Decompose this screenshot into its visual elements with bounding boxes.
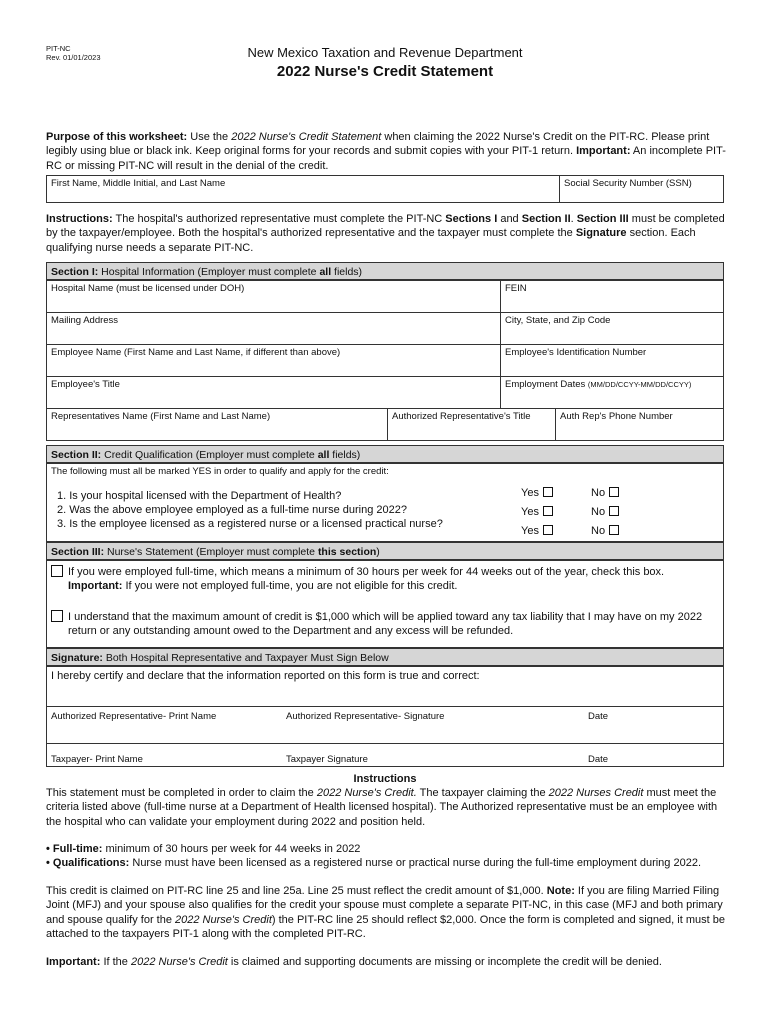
form-code: PIT-NC bbox=[46, 44, 71, 53]
revision-date: Rev. 01/01/2023 bbox=[46, 53, 101, 62]
taxpayer-date-label: Date bbox=[588, 754, 609, 765]
purpose-text-1: Use the bbox=[187, 131, 232, 143]
section-2-title-end: fields) bbox=[329, 449, 361, 461]
bullet-qualifications bbox=[46, 856, 726, 870]
section-3-header bbox=[46, 542, 724, 560]
rep-phone-label: Auth Rep's Phone Number bbox=[560, 411, 673, 422]
mailing-address-label: Mailing Address bbox=[51, 315, 119, 326]
rep-name-field[interactable] bbox=[46, 408, 388, 441]
max-credit-checkbox[interactable] bbox=[51, 610, 63, 622]
employee-title-field[interactable] bbox=[46, 376, 501, 409]
section-3-title-end: ) bbox=[376, 546, 380, 558]
ssn-field[interactable] bbox=[559, 175, 724, 203]
section-3-label: Section III: bbox=[51, 546, 105, 558]
q3-no-label: No bbox=[591, 525, 606, 537]
section-1-header bbox=[46, 262, 724, 280]
q1-no-label: No bbox=[591, 487, 606, 499]
instructions-p1-a: This statement must be completed in order to claim the bbox=[46, 787, 317, 799]
full-time-important-text: If you were not employed full-time, you are not eligible for this credit. bbox=[122, 580, 458, 593]
rep-print-name-field[interactable] bbox=[51, 711, 216, 722]
instructions-label: Instructions: bbox=[46, 213, 113, 225]
page-title: 2022 Nurse's Credit Statement bbox=[276, 63, 494, 80]
q2-no-option[interactable] bbox=[591, 505, 619, 519]
employee-id-field[interactable] bbox=[500, 344, 724, 377]
instructions-p3-italic: 2022 Nurse's Credit bbox=[130, 956, 228, 968]
q1-yes-checkbox[interactable] bbox=[543, 487, 553, 497]
employee-name-label: Employee Name (First Name and Last Name, if different than above) bbox=[51, 347, 341, 358]
max-credit-statement: I understand that the maximum amount of credit is $1,000 which will be applied toward any tax liability that I may have on my 2022 return or any outstanding amount owed to the Department and any excess will be refunded. bbox=[68, 611, 703, 638]
section-1-title-end: fields) bbox=[331, 266, 363, 278]
instructions-p1-italic: 2022 Nurse's Credit. bbox=[316, 787, 417, 799]
full-time-text: If you were employed full-time, which means a minimum of 30 hours per week for 44 weeks out of the year, check this box. bbox=[68, 566, 665, 578]
rep-title-field[interactable] bbox=[387, 408, 556, 441]
section-2-note: The following must all be marked YES in order to qualify and apply for the credit: bbox=[51, 466, 389, 477]
section-3-title-bold: this section bbox=[317, 546, 377, 558]
employee-title-label: Employee's Title bbox=[51, 379, 120, 390]
taxpayer-signature-row bbox=[46, 743, 724, 767]
taxpayer-signature-label: Taxpayer Signature bbox=[286, 754, 368, 765]
section-2-title-all: all bbox=[317, 449, 330, 461]
q1-no-checkbox[interactable] bbox=[609, 487, 619, 497]
instructions-p2-c: ) the PIT-RC line 25 should reflect $2,000. Once the form is completed and signed, it must be attached to the taxpayers PIT-1 along with the completed PIT-RC. bbox=[46, 913, 725, 940]
section-2-header bbox=[46, 445, 724, 463]
purpose-important-label: Important: bbox=[576, 145, 631, 158]
q3-no-option[interactable] bbox=[591, 524, 619, 538]
q3-no-checkbox[interactable] bbox=[609, 525, 619, 535]
q2-no-label: No bbox=[591, 506, 606, 518]
q2-no-checkbox[interactable] bbox=[609, 506, 619, 516]
signature-title: Both Hospital Representative and Taxpayer Must Sign Below bbox=[102, 652, 389, 664]
rep-phone-field[interactable] bbox=[555, 408, 724, 441]
section-1-label: Section I: bbox=[51, 266, 99, 278]
bullet-full-time-label: • Full-time: bbox=[46, 843, 103, 855]
q1-yes-option[interactable] bbox=[521, 486, 553, 500]
section-3-title: Nurse's Statement (Employer must complete bbox=[104, 546, 318, 558]
city-state-zip-label: City, State, and Zip Code bbox=[505, 315, 611, 326]
taxpayer-print-name-field[interactable] bbox=[51, 754, 143, 765]
taxpayer-name-label: First Name, Middle Initial, and Last Name bbox=[51, 178, 226, 189]
instructions-text-1: The hospital's authorized representative must complete the PIT-NC bbox=[112, 213, 446, 225]
instructions-section-3: Section III bbox=[576, 213, 629, 225]
city-state-zip-field[interactable] bbox=[500, 312, 724, 345]
instructions-section-1: Sections I bbox=[445, 213, 498, 225]
question-3: 3. Is the employee licensed as a registered nurse or a licensed practical nurse? bbox=[57, 518, 443, 530]
instructions-text-5: section. Each qualifying nurse needs a separate PIT-NC. bbox=[46, 227, 696, 254]
instructions-heading: Instructions bbox=[353, 773, 417, 785]
q2-yes-checkbox[interactable] bbox=[543, 506, 553, 516]
bullet-full-time bbox=[46, 842, 726, 856]
instructions-p1-b: The taxpayer claiming the bbox=[416, 787, 549, 799]
employment-dates-field[interactable] bbox=[500, 376, 724, 409]
instructions-p2-note: Note: bbox=[546, 885, 575, 897]
section-2-title: Credit Qualification (Employer must complete bbox=[101, 449, 318, 461]
rep-print-name-label: Authorized Representative- Print Name bbox=[51, 711, 217, 722]
instructions-p2-b: If you are filing Married Filing Joint (MFJ) and your spouse also qualifies for the credit your spouse must complete a separate PIT-NC, in this case (MFJ and both primary and spouse qualify for the bbox=[46, 885, 723, 926]
instructions-p2 bbox=[46, 884, 726, 941]
department-name: New Mexico Taxation and Revenue Department bbox=[247, 45, 523, 60]
section-2-label: Section II: bbox=[51, 449, 102, 461]
full-time-statement bbox=[68, 565, 718, 594]
q3-yes-label: Yes bbox=[521, 525, 539, 537]
question-2: 2. Was the above employee employed as a full-time nurse during 2022? bbox=[57, 504, 407, 516]
fein-field[interactable] bbox=[500, 280, 724, 313]
q2-yes-option[interactable] bbox=[521, 505, 553, 519]
instructions-p2-italic: 2022 Nurse's Credit bbox=[175, 913, 272, 926]
employee-name-field[interactable] bbox=[46, 344, 501, 377]
instructions-p1-italic-2: 2022 Nurses Credit bbox=[548, 787, 644, 799]
instructions-text-3: . bbox=[570, 213, 577, 225]
instructions-paragraph bbox=[46, 212, 726, 255]
bullet-qualifications-label: • Qualifications: bbox=[46, 857, 130, 869]
q2-yes-label: Yes bbox=[521, 506, 539, 518]
ssn-label: Social Security Number (SSN) bbox=[564, 178, 692, 189]
rep-signature-field[interactable] bbox=[286, 711, 444, 722]
instructions-text-4: must be completed by the taxpayer/employee. Both the hospital's authorized representative and the taxpayer must complete the bbox=[46, 213, 725, 240]
instructions-signature: Signature bbox=[575, 227, 627, 240]
instructions-p3-a: If the bbox=[100, 956, 131, 968]
q3-yes-checkbox[interactable] bbox=[543, 525, 553, 535]
section-1-title-all: all bbox=[319, 266, 332, 278]
bullet-qualifications-text: Nurse must have been licensed as a registered nurse or practical nurse during the full-time employment during 2022. bbox=[129, 857, 702, 869]
rep-date-field[interactable] bbox=[588, 711, 608, 722]
instructions-section-2: Section II bbox=[521, 213, 571, 225]
hospital-name-field[interactable] bbox=[46, 280, 501, 313]
mailing-address-field[interactable] bbox=[46, 312, 501, 345]
full-time-important-label: Important: bbox=[68, 580, 123, 593]
signature-header bbox=[46, 648, 724, 666]
instructions-p1-c: must meet the criteria listed above (full-time nurse at a Department of Health licensed hospital). The Authorized representative must be an employee with the hospital who can validate your employment during 2022 and position held. bbox=[46, 787, 718, 828]
taxpayer-signature-field[interactable] bbox=[286, 754, 368, 765]
instructions-p3 bbox=[46, 955, 726, 969]
certify-statement: I hereby certify and declare that the information reported on this form is true and correct: bbox=[51, 670, 480, 682]
rep-signature-label: Authorized Representative- Signature bbox=[286, 711, 445, 722]
fein-label: FEIN bbox=[505, 283, 527, 294]
purpose-text-italic: 2022 Nurse's Credit Statement bbox=[231, 131, 382, 143]
hospital-name-label: Hospital Name (must be licensed under DOH) bbox=[51, 283, 245, 294]
instructions-text-2: and bbox=[497, 213, 522, 225]
employment-dates-format: (MM/DD/CCYY-MM/DD/CCYY) bbox=[587, 380, 692, 389]
signature-label: Signature: bbox=[51, 652, 103, 664]
taxpayer-name-field[interactable] bbox=[46, 175, 560, 203]
taxpayer-date-field[interactable] bbox=[588, 754, 608, 765]
employment-dates-label: Employment Dates bbox=[505, 379, 586, 390]
purpose-text-3: An incomplete PIT-RC or missing PIT-NC will result in the denial of the credit. bbox=[46, 145, 726, 172]
employee-id-label: Employee's Identification Number bbox=[505, 347, 647, 358]
bullet-full-time-text: minimum of 30 hours per week for 44 weeks in 2022 bbox=[102, 843, 361, 855]
purpose-label: Purpose of this worksheet: bbox=[46, 131, 188, 143]
full-time-checkbox[interactable] bbox=[51, 565, 63, 577]
rep-name-label: Representatives Name (First Name and Last Name) bbox=[51, 411, 271, 422]
instructions-p3-label: Important: bbox=[46, 956, 101, 968]
taxpayer-print-name-label: Taxpayer- Print Name bbox=[51, 754, 143, 765]
instructions-p2-a: This credit is claimed on PIT-RC line 25 and line 25a. Line 25 must reflect the credit amount of $1,000. bbox=[46, 885, 547, 897]
q1-yes-label: Yes bbox=[521, 487, 539, 499]
rep-title-label: Authorized Representative's Title bbox=[392, 411, 531, 422]
section-1-title: Hospital Information (Employer must complete bbox=[98, 266, 320, 278]
question-1: 1. Is your hospital licensed with the Department of Health? bbox=[57, 490, 342, 502]
instructions-p3-b: is claimed and supporting documents are missing or incomplete the credit will be denied. bbox=[227, 956, 662, 968]
q3-yes-option[interactable] bbox=[521, 524, 553, 538]
rep-date-label: Date bbox=[588, 711, 609, 722]
instructions-p1 bbox=[46, 786, 726, 829]
purpose-paragraph bbox=[46, 130, 726, 173]
q1-no-option[interactable] bbox=[591, 486, 619, 500]
purpose-text-2: when claiming the 2022 Nurse's Credit on the PIT-RC. Please print legibly using blue or black ink. Keep original forms for your records and submit copies with your PIT-1 return. bbox=[46, 131, 710, 158]
